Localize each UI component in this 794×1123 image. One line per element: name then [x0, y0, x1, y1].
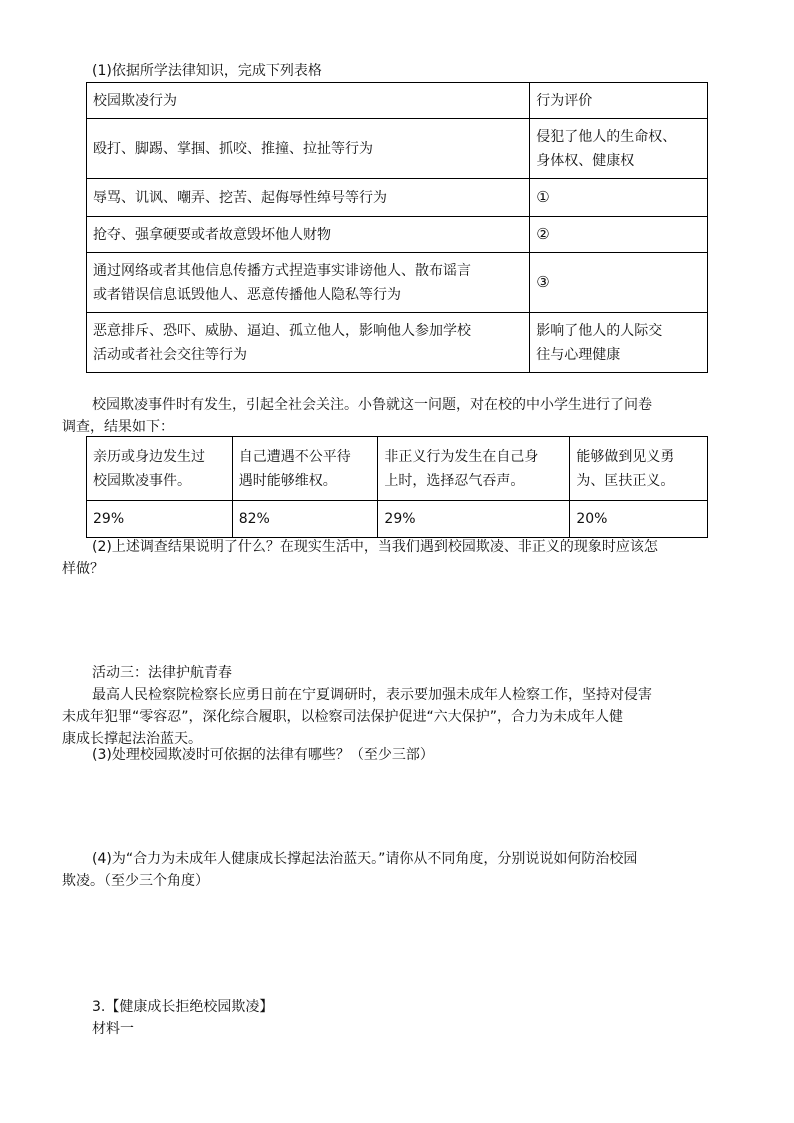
activity-3-para-line-2: 未成年犯罪“零容忍”，深化综合履职，以检察司法保护促进“六大保护”，合力为未成年人健 [62, 709, 624, 725]
survey-header-row [87, 437, 708, 501]
section-3-material: 材料一 [92, 1021, 134, 1037]
survey-value-cell: 29% [378, 501, 570, 538]
table-row [87, 253, 708, 313]
answer-blank-3: ③ [530, 253, 708, 313]
behavior-evaluation-table [86, 82, 708, 373]
answer-blank-1: ① [530, 179, 708, 217]
survey-value-cell: 29% [87, 501, 233, 538]
question-2-line-2: 样做？ [62, 561, 104, 577]
survey-value-row [87, 501, 708, 538]
activity-3-title: 活动三：法律护航青春 [92, 665, 232, 681]
evaluation-cell: 影响了他人的人际交 往与心理健康 [530, 313, 708, 373]
table-row [87, 217, 708, 253]
question-3: (3)处理校园欺凌时可依据的法律有哪些？（至少三部） [92, 747, 434, 763]
answer-blank-2: ② [530, 217, 708, 253]
behavior-cell: 恶意排斥、恐吓、威胁、逼迫、孤立他人，影响他人参加学校 活动或者社会交往等行为 [87, 313, 530, 373]
survey-header-cell: 亲历或身边发生过 校园欺凌事件。 [87, 437, 233, 501]
table-row [87, 119, 708, 179]
table-header-row [87, 83, 708, 119]
question-4-line-1: (4)为“合力为未成年人健康成长撑起法治蓝天。”请你从不同角度，分别说说如何防治校园 [92, 851, 638, 867]
survey-intro-line-2: 调查，结果如下： [62, 419, 174, 435]
behavior-cell: 抢夺、强拿硬要或者故意毁坏他人财物 [87, 217, 530, 253]
header-evaluation: 行为评价 [530, 83, 708, 119]
activity-3-para-line-3: 康成长撑起法治蓝天。 [62, 731, 202, 747]
question-4-line-2: 欺凌。（至少三个角度） [62, 873, 209, 889]
survey-value-cell: 82% [232, 501, 378, 538]
table-row [87, 179, 708, 217]
activity-3-para-line-1: 最高人民检察院检察长应勇日前在宁夏调研时，表示要加强未成年人检察工作，坚持对侵害 [92, 687, 652, 703]
survey-header-cell: 自己遭遇不公平待 遇时能够维权。 [232, 437, 378, 501]
survey-value-cell: 20% [570, 501, 708, 538]
section-3-title: 3.【健康成长拒绝校园欺凌】 [92, 999, 274, 1015]
survey-intro-line-1: 校园欺凌事件时有发生，引起全社会关注。小鲁就这一问题，对在校的中小学生进行了问卷 [92, 397, 652, 413]
behavior-cell: 通过网络或者其他信息传播方式捏造事实诽谤他人、散布谣言 或者错误信息诋毁他人、恶意传播他人隐私等行为 [87, 253, 530, 313]
evaluation-cell: 侵犯了他人的生命权、 身体权、健康权 [530, 119, 708, 179]
question-1: (1)依据所学法律知识，完成下列表格 [92, 63, 322, 79]
question-2-line-1: (2)上述调查结果说明了什么？在现实生活中，当我们遇到校园欺凌、非正义的现象时应该怎 [92, 539, 658, 555]
header-behavior: 校园欺凌行为 [87, 83, 530, 119]
survey-header-cell: 能够做到见义勇 为、匡扶正义。 [570, 437, 708, 501]
survey-header-cell: 非正义行为发生在自己身 上时，选择忍气吞声。 [378, 437, 570, 501]
survey-results-table [86, 436, 708, 538]
table-row [87, 313, 708, 373]
behavior-cell: 辱骂、讥讽、嘲弄、挖苦、起侮辱性绰号等行为 [87, 179, 530, 217]
behavior-cell: 殴打、脚踢、掌掴、抓咬、推撞、拉扯等行为 [87, 119, 530, 179]
